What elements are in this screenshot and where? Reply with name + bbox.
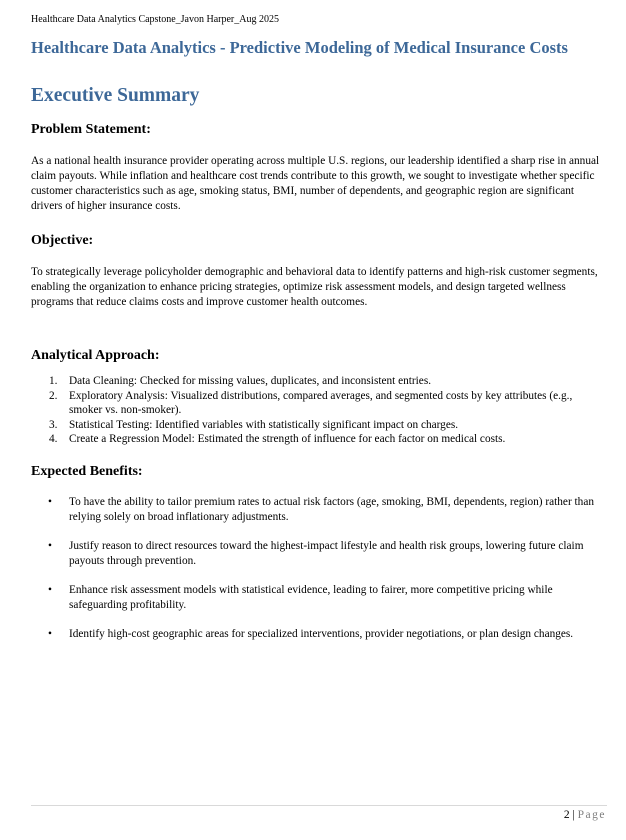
bullet-icon: • [48,540,52,553]
objective-text: To strategically leverage policyholder demographic and behavioral data to identify patterns and high-risk customer segments, enabling the organization to enhance pricing strategies, optimize risk assessment models, and design targeted wellness programs that reduce claims costs and improve customer health outcomes. [31,266,598,308]
list-item-text: Identify high-cost geographic areas for specialized interventions, provider negotiations, or plan design changes. [69,628,574,641]
bullet-icon: • [48,496,52,508]
list-item [31,583,606,613]
section-title: Executive Summary [31,85,200,106]
benefits-list [31,495,606,657]
list-item-text: Justify reason to direct resources toward the highest-impact lifestyle and health risk groups, lowering future claim payouts through prevention. [69,540,584,567]
list-item-text: Exploratory Analysis: Visualized distributions, compared averages, and segmented costs by key attributes (e.g., smoker vs. non-smoker). [69,389,573,417]
bullet-icon: • [48,584,52,597]
page-number: 2 [563,809,570,821]
document-title: Healthcare Data Analytics - Predictive Modeling of Medical Insurance Costs [31,38,568,57]
benefits-heading: Expected Benefits: [31,464,143,479]
list-item [31,627,606,642]
approach-list [31,374,606,447]
approach-heading: Analytical Approach: [31,348,160,363]
footer-separator: | [569,809,578,821]
problem-heading: Problem Statement: [31,122,151,137]
list-item-number: 4. [49,433,58,446]
page-footer [564,808,606,822]
bullet-icon: • [48,628,52,641]
running-header: Healthcare Data Analytics Capstone_Javon Harper_Aug 2025 [31,14,279,25]
objective-heading: Objective: [31,233,94,248]
list-item-text: To have the ability to tailor premium rates to actual risk factors (age, smoking, BMI, dependents, region) rather than relying solely on broad inflationary adjustments. [69,496,594,523]
list-item-text: Data Cleaning: Checked for missing values, duplicates, and inconsistent entries. [69,375,432,387]
page-label: Page [577,809,606,821]
list-item-text: Create a Regression Model: Estimated the strength of influence for each factor on medical costs. [69,433,506,446]
list-item-number: 3. [49,418,58,431]
list-item-text: Enhance risk assessment models with statistical evidence, leading to fairer, more competitive pricing while safeguarding profitability. [69,584,553,611]
list-item [31,539,606,569]
list-item [31,389,606,418]
list-item [31,374,606,389]
list-item [31,495,606,525]
list-item-number: 1. [49,375,58,387]
problem-text: As a national health insurance provider operating across multiple U.S. regions, our leadership identified a sharp rise in annual claim payouts. While inflation and healthcare cost trends contribute to this growth, we sought to investigate whether specific customer characteristics such as age, smoking status, BMI, number of dependents, and geographic region are significant drivers of higher insurance costs. [31,155,600,212]
list-item-number: 2. [49,389,58,402]
list-item [31,418,606,433]
list-item [31,432,606,447]
footer-divider [31,805,607,806]
list-item-text: Statistical Testing: Identified variables with statistically significant impact on charges. [69,418,459,431]
